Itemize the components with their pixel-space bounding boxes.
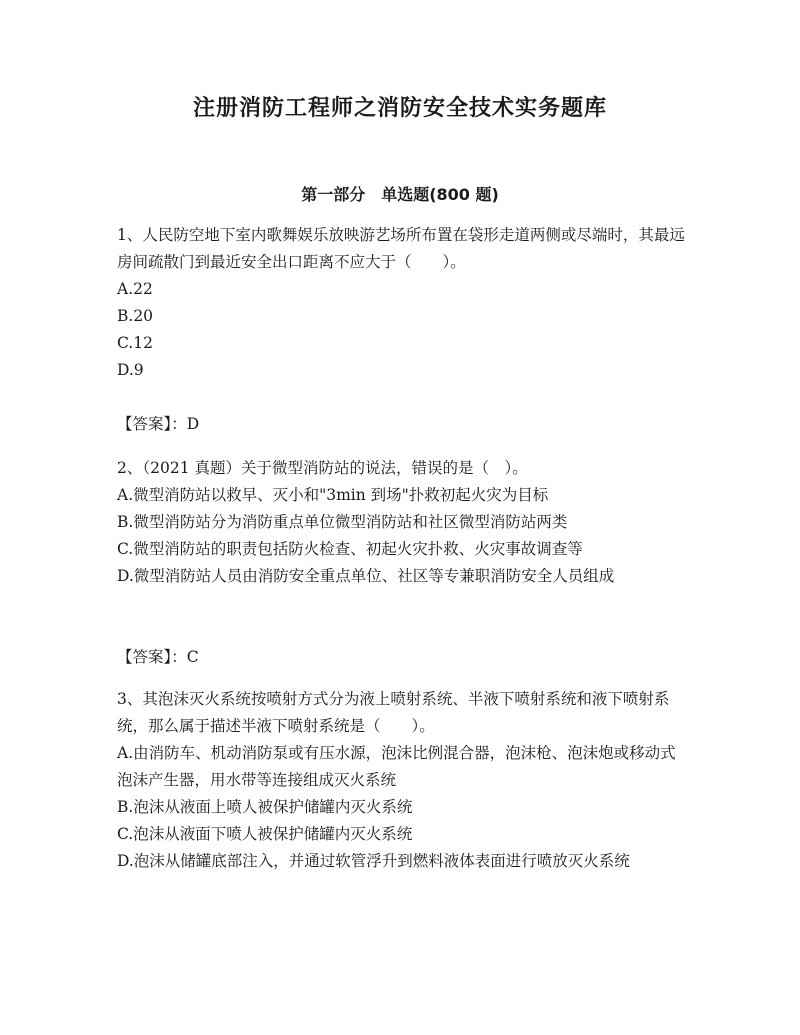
answer-line xyxy=(117,644,687,671)
option-b: B.20 xyxy=(117,307,154,325)
option-a: A.由消防车、机动消防泵或有压水源，泡沫比例混合器，泡沫枪、泡沫炮或移动式泡沫产生器，用水带等连接组成灭火系统 xyxy=(117,744,676,789)
option-c: C.12 xyxy=(117,334,153,352)
answer-value: D xyxy=(186,415,200,433)
question-stem: 3、其泡沫灭火系统按喷射方式分为液上喷射系统、半液下喷射系统和液下喷射系统，那么属于描述半液下喷射系统是（ ）。 xyxy=(117,690,670,735)
answer-1 xyxy=(117,411,687,438)
option-b: B.泡沫从液面上喷人被保护储罐内灭火系统 xyxy=(117,798,413,816)
question-3 xyxy=(117,686,687,875)
answer-label: 【答案】： xyxy=(117,415,187,433)
option-c: C.微型消防站的职责包括防火检查、初起火灾扑救、火灾事故调查等 xyxy=(117,540,583,558)
option-d: D.微型消防站人员由消防安全重点单位、社区等专兼职消防安全人员组成 xyxy=(117,567,615,585)
question-stem: 1、人民防空地下室内歌舞娱乐放映游艺场所布置在袋形走道两侧或尽端时，其最远房间疏散门到最近安全出口距离不应大于（ ）。 xyxy=(117,226,685,271)
option-b: B.微型消防站分为消防重点单位微型消防站和社区微型消防站两类 xyxy=(117,513,568,531)
answer-line xyxy=(117,411,687,438)
question-1 xyxy=(117,222,687,384)
option-a: A.22 xyxy=(117,280,153,298)
option-a: A.微型消防站以救早、灭小和"3min 到场"扑救初起火灾为目标 xyxy=(117,486,549,504)
answer-2 xyxy=(117,644,687,671)
option-d: D.9 xyxy=(117,361,144,379)
question-stem: 2、（2021 真题）关于微型消防站的说法，错误的是（ ）。 xyxy=(117,459,528,477)
document-title: 注册消防工程师之消防安全技术实务题库 xyxy=(192,96,607,121)
option-c: C.泡沫从液面下喷人被保护储罐内灭火系统 xyxy=(117,825,413,843)
section-heading: 第一部分 单选题(800 题) xyxy=(301,185,499,204)
answer-label: 【答案】： xyxy=(117,648,187,666)
question-2 xyxy=(117,455,687,590)
answer-value: C xyxy=(186,648,199,666)
option-d: D.泡沫从储罐底部注入，并通过软管浮升到燃料液体表面进行喷放灭火系统 xyxy=(117,852,630,870)
